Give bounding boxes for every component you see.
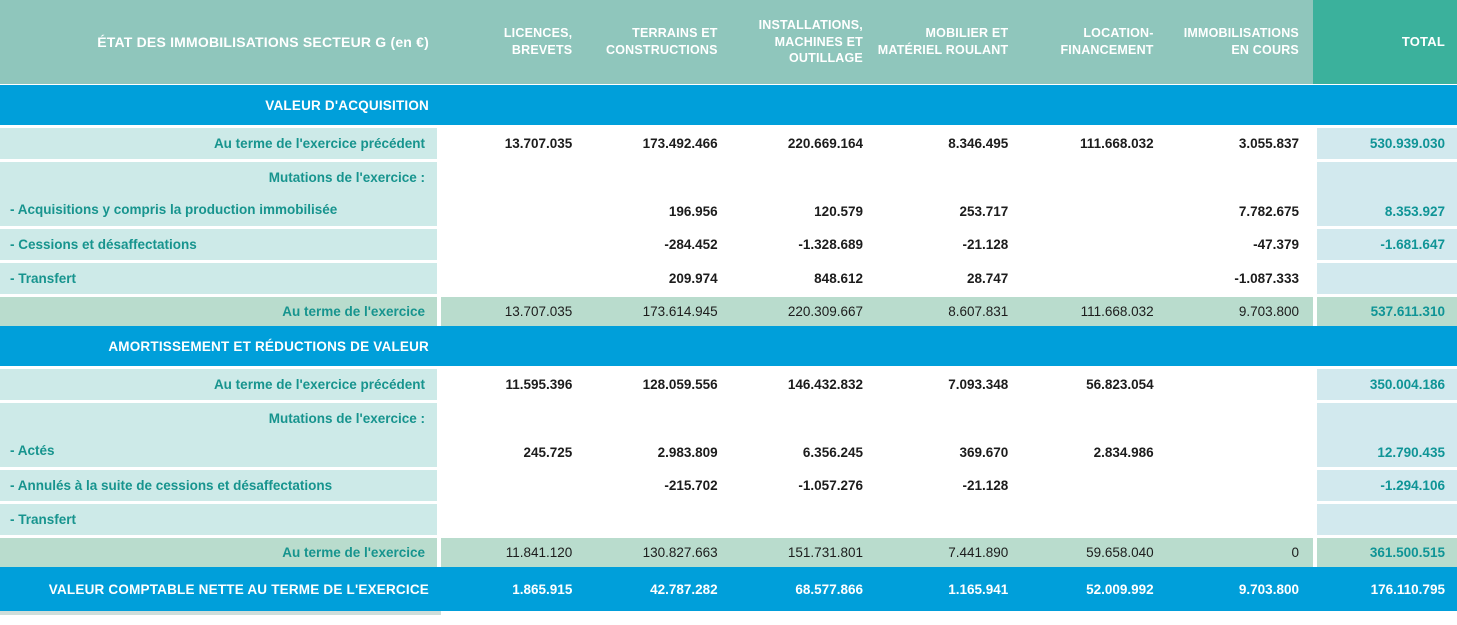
total-cell: 530.939.030: [1317, 128, 1457, 159]
value-cell: -284.452: [586, 229, 731, 260]
value-cell: 13.707.035: [441, 128, 586, 159]
column-header-total: TOTAL: [1313, 0, 1457, 84]
table-row: [0, 229, 1457, 260]
row-label: [0, 403, 437, 467]
value-cell: [1168, 403, 1313, 467]
row-label: Au terme de l'exercice: [0, 538, 437, 567]
value-cell: -215.702: [586, 470, 731, 501]
value-cell: 111.668.032: [1022, 297, 1167, 326]
row-label: [0, 162, 437, 226]
value-cell: [1022, 504, 1167, 535]
value-cell: [1168, 470, 1313, 501]
row-label: - Transfert: [0, 504, 437, 535]
table-row: [0, 470, 1457, 501]
value-cell: 52.009.992: [1086, 581, 1154, 597]
value-cell: [1022, 229, 1167, 260]
value-cell: 1.165.941: [948, 581, 1009, 597]
subtotal-row: [0, 538, 1457, 567]
value-cell: 220.669.164: [732, 128, 877, 159]
value-cell: [732, 504, 877, 535]
total-cell: 8.353.927: [1317, 162, 1457, 226]
row-label: - Annulés à la suite de cessions et désaffectations: [0, 470, 437, 501]
total-cell: [1317, 263, 1457, 294]
row-label: - Transfert: [0, 263, 437, 294]
value-cell: [1168, 504, 1313, 535]
column-header-licences: LICENCES, BREVETS: [441, 0, 586, 84]
table-title: ÉTAT DES IMMOBILISATIONS SECTEUR G (en €): [0, 0, 441, 84]
value-cell: 68.577.866: [795, 581, 863, 597]
table-row: [0, 162, 1457, 226]
value-cell: 128.059.556: [586, 369, 731, 400]
total-cell: 361.500.515: [1317, 538, 1457, 567]
value-cell: -1.328.689: [732, 229, 877, 260]
value-cell: 3.055.837: [1168, 128, 1313, 159]
value-cell: 9.703.800: [1238, 581, 1299, 597]
total-cell: -1.681.647: [1317, 229, 1457, 260]
row-label: - Cessions et désaffectations: [0, 229, 437, 260]
value-cell: 9.703.800: [1168, 297, 1313, 326]
value-cell: 2.834.986: [1022, 403, 1167, 467]
value-cell: 6.356.245: [732, 403, 877, 467]
value-cell: -21.128: [877, 470, 1022, 501]
value-cell: 369.670: [877, 403, 1022, 467]
value-cell: 59.658.040: [1022, 538, 1167, 567]
total-cell: -1.294.106: [1317, 470, 1457, 501]
value-cell: 1.865.915: [512, 581, 573, 597]
value-cell: 7.093.348: [877, 369, 1022, 400]
table-row: [0, 369, 1457, 400]
row-label: VALEUR COMPTABLE NETTE AU TERME DE L'EXERCICE: [48, 581, 429, 597]
value-cell: 2.983.809: [586, 403, 731, 467]
column-header-terrains: TERRAINS ET CONSTRUCTIONS: [586, 0, 731, 84]
total-cell: 176.110.795: [1370, 581, 1445, 597]
value-cell: [877, 504, 1022, 535]
value-cell: [441, 162, 586, 226]
value-cell: -1.057.276: [732, 470, 877, 501]
value-cell: [1168, 369, 1313, 400]
row-label: Au terme de l'exercice précédent: [0, 369, 437, 400]
value-cell: 28.747: [877, 263, 1022, 294]
row-label-line: Mutations de l'exercice :: [268, 411, 425, 426]
value-cell: 8.607.831: [877, 297, 1022, 326]
value-cell: 848.612: [732, 263, 877, 294]
row-label-line: Mutations de l'exercice :: [268, 170, 425, 185]
total-cell: 12.790.435: [1317, 403, 1457, 467]
value-cell: -1.087.333: [1168, 263, 1313, 294]
table-row: [0, 504, 1457, 535]
net-value-row: [0, 567, 1457, 611]
column-header-installations: INSTALLATIONS, MACHINES ET OUTILLAGE: [732, 0, 877, 84]
table-body: [0, 85, 1457, 611]
value-cell: 245.725: [441, 403, 586, 467]
bottom-strip: [0, 611, 441, 615]
column-header-immobilisations-en-cours: IMMOBILISATIONS EN COURS: [1168, 0, 1313, 84]
value-cell: 120.579: [732, 162, 877, 226]
table-row: [0, 128, 1457, 159]
value-cell: 8.346.495: [877, 128, 1022, 159]
value-cell: 173.492.466: [586, 128, 731, 159]
column-header-location: LOCATION-FINANCEMENT: [1022, 0, 1167, 84]
value-cell: 130.827.663: [586, 538, 731, 567]
value-cell: -21.128: [877, 229, 1022, 260]
value-cell: 7.782.675: [1168, 162, 1313, 226]
row-label-line: - Acquisitions y compris la production immobilisée: [10, 202, 338, 217]
subtotal-row: [0, 297, 1457, 326]
value-cell: 56.823.054: [1022, 369, 1167, 400]
value-cell: [441, 470, 586, 501]
table-row: [0, 263, 1457, 294]
total-cell: 350.004.186: [1317, 369, 1457, 400]
section-title: VALEUR D'ACQUISITION: [265, 97, 429, 113]
column-header-mobilier: MOBILIER ET MATÉRIEL ROULANT: [877, 0, 1022, 84]
value-cell: -47.379: [1168, 229, 1313, 260]
value-cell: [1022, 162, 1167, 226]
value-cell: 13.707.035: [441, 297, 586, 326]
row-label: Au terme de l'exercice précédent: [0, 128, 437, 159]
section-title: AMORTISSEMENT ET RÉDUCTIONS DE VALEUR: [108, 338, 429, 354]
value-cell: [1022, 263, 1167, 294]
value-cell: 151.731.801: [732, 538, 877, 567]
table-header-row: [0, 0, 1457, 84]
value-cell: 196.956: [586, 162, 731, 226]
value-cell: 220.309.667: [732, 297, 877, 326]
value-cell: [441, 229, 586, 260]
value-cell: 111.668.032: [1022, 128, 1167, 159]
total-cell: [1317, 504, 1457, 535]
total-cell: 537.611.310: [1317, 297, 1457, 326]
row-label: Au terme de l'exercice: [0, 297, 437, 326]
value-cell: 146.432.832: [732, 369, 877, 400]
value-cell: 11.595.396: [441, 369, 586, 400]
section-header-row: [0, 85, 1457, 125]
value-cell: 0: [1168, 538, 1313, 567]
value-cell: [586, 504, 731, 535]
value-cell: 11.841.120: [441, 538, 586, 567]
value-cell: 173.614.945: [586, 297, 731, 326]
section-header-row: [0, 326, 1457, 366]
value-cell: [441, 504, 586, 535]
value-cell: 253.717: [877, 162, 1022, 226]
table-row: [0, 403, 1457, 467]
value-cell: [441, 263, 586, 294]
value-cell: 7.441.890: [877, 538, 1022, 567]
value-cell: 42.787.282: [650, 581, 718, 597]
value-cell: [1022, 470, 1167, 501]
row-label-line: - Actés: [10, 443, 55, 458]
value-cell: 209.974: [586, 263, 731, 294]
